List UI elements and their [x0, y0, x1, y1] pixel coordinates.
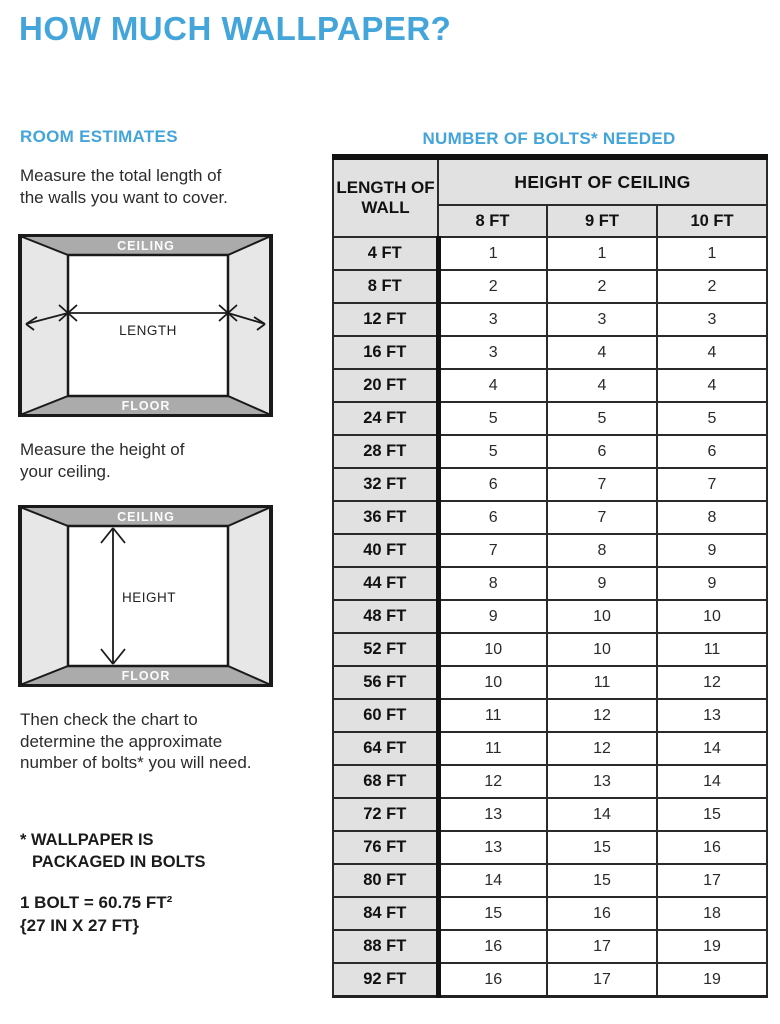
table-row	[333, 798, 767, 831]
bolt-count-9ft-cell: 4	[547, 336, 657, 369]
bolt-count-10ft-cell: 17	[657, 864, 767, 897]
bolt-count-10ft-cell: 6	[657, 435, 767, 468]
bolts-table-body	[333, 237, 767, 997]
bolt-spec	[20, 891, 172, 937]
bolt-count-10ft-cell: 13	[657, 699, 767, 732]
bolt-count-8ft-cell: 12	[438, 765, 547, 798]
room-height-diagram	[18, 505, 273, 687]
bolt-count-9ft-cell: 17	[547, 963, 657, 997]
wallpaper-footnote-line: * WALLPAPER IS	[20, 831, 154, 849]
wall-length-cell: 16 FT	[333, 336, 438, 369]
bolt-count-9ft-cell: 15	[547, 831, 657, 864]
height-label: HEIGHT	[121, 590, 177, 605]
bolt-count-8ft-cell: 6	[438, 501, 547, 534]
bolt-count-9ft-cell: 9	[547, 567, 657, 600]
bolt-count-8ft-cell: 10	[438, 633, 547, 666]
ceiling-label: CEILING	[117, 510, 175, 524]
bolts-needed-heading: NUMBER OF BOLTS* NEEDED	[422, 129, 676, 148]
bolt-count-10ft-cell: 15	[657, 798, 767, 831]
bolt-count-9ft-cell: 11	[547, 666, 657, 699]
bolt-count-8ft-cell: 13	[438, 798, 547, 831]
bolt-spec-line: 1 BOLT = 60.75 FT²	[20, 893, 173, 912]
bolt-count-10ft-cell: 19	[657, 963, 767, 997]
bolt-count-9ft-cell: 7	[547, 468, 657, 501]
wall-length-cell: 8 FT	[333, 270, 438, 303]
table-row	[333, 336, 767, 369]
wall-length-cell: 28 FT	[333, 435, 438, 468]
bolt-count-10ft-cell: 3	[657, 303, 767, 336]
bolt-count-10ft-cell: 10	[657, 600, 767, 633]
bolt-count-8ft-cell: 16	[438, 963, 547, 997]
table-row	[333, 765, 767, 798]
wall-length-cell: 88 FT	[333, 930, 438, 963]
instruction-height-line: your ceiling.	[20, 461, 111, 481]
bolt-count-10ft-cell: 12	[657, 666, 767, 699]
wall-length-cell: 48 FT	[333, 600, 438, 633]
wall-length-cell: 12 FT	[333, 303, 438, 336]
table-row	[333, 237, 767, 270]
bolt-count-8ft-cell: 6	[438, 468, 547, 501]
wall-length-cell: 52 FT	[333, 633, 438, 666]
table-row	[333, 930, 767, 963]
bolt-count-8ft-cell: 8	[438, 567, 547, 600]
wall-length-cell: 76 FT	[333, 831, 438, 864]
wall-length-cell: 40 FT	[333, 534, 438, 567]
bolt-count-8ft-cell: 2	[438, 270, 547, 303]
room-length-diagram	[18, 234, 273, 417]
bolt-count-10ft-cell: 11	[657, 633, 767, 666]
bolt-count-10ft-cell: 9	[657, 567, 767, 600]
table-row	[333, 963, 767, 997]
bolts-table-head	[333, 157, 767, 237]
bolts-table	[332, 154, 768, 998]
table-row	[333, 864, 767, 897]
wall-length-cell: 32 FT	[333, 468, 438, 501]
wall-length-cell: 68 FT	[333, 765, 438, 798]
wall-length-cell: 20 FT	[333, 369, 438, 402]
bolt-count-9ft-cell: 17	[547, 930, 657, 963]
table-row	[333, 699, 767, 732]
bolt-count-10ft-cell: 4	[657, 369, 767, 402]
bolt-count-9ft-cell: 15	[547, 864, 657, 897]
table-row	[333, 633, 767, 666]
instruction-height	[20, 439, 184, 482]
bolt-count-10ft-cell: 2	[657, 270, 767, 303]
bolt-count-9ft-cell: 4	[547, 369, 657, 402]
table-row	[333, 534, 767, 567]
wall-length-cell: 44 FT	[333, 567, 438, 600]
bolt-count-9ft-cell: 12	[547, 699, 657, 732]
wall-length-cell: 80 FT	[333, 864, 438, 897]
table-row	[333, 369, 767, 402]
floor-label: FLOOR	[121, 399, 171, 413]
table-row	[333, 270, 767, 303]
bolt-count-9ft-cell: 13	[547, 765, 657, 798]
bolt-count-8ft-cell: 11	[438, 699, 547, 732]
bolt-count-10ft-cell: 8	[657, 501, 767, 534]
instruction-length-line: Measure the total length of	[20, 166, 222, 185]
wall-length-cell: 24 FT	[333, 402, 438, 435]
col-header-9ft: 9 FT	[547, 205, 657, 237]
bolt-count-8ft-cell: 10	[438, 666, 547, 699]
height-of-ceiling-header: HEIGHT OF CEILING	[438, 157, 767, 205]
bolt-count-8ft-cell: 5	[438, 402, 547, 435]
bolt-count-9ft-cell: 5	[547, 402, 657, 435]
bolt-count-9ft-cell: 12	[547, 732, 657, 765]
table-row	[333, 303, 767, 336]
bolt-count-10ft-cell: 7	[657, 468, 767, 501]
bolt-count-8ft-cell: 11	[438, 732, 547, 765]
bolt-count-8ft-cell: 3	[438, 303, 547, 336]
ceiling-label: CEILING	[117, 239, 175, 253]
bolt-count-9ft-cell: 6	[547, 435, 657, 468]
room-estimates-heading: ROOM ESTIMATES	[20, 127, 178, 146]
table-row	[333, 600, 767, 633]
table-row	[333, 435, 767, 468]
col-header-8ft: 8 FT	[438, 205, 547, 237]
instruction-chart-line: Then check the chart to	[20, 710, 198, 729]
bolt-count-9ft-cell: 14	[547, 798, 657, 831]
bolt-count-9ft-cell: 3	[547, 303, 657, 336]
table-header-row	[333, 157, 767, 205]
bolt-count-10ft-cell: 9	[657, 534, 767, 567]
bolt-count-10ft-cell: 14	[657, 732, 767, 765]
wallpaper-footnote-line: PACKAGED IN BOLTS	[32, 853, 206, 871]
bolt-spec-line: {27 IN X 27 FT}	[20, 916, 140, 935]
bolt-count-9ft-cell: 7	[547, 501, 657, 534]
wall-length-cell: 92 FT	[333, 963, 438, 997]
wall-length-cell: 36 FT	[333, 501, 438, 534]
bolt-count-10ft-cell: 16	[657, 831, 767, 864]
bolt-count-8ft-cell: 16	[438, 930, 547, 963]
instruction-length-line: the walls you want to cover.	[20, 187, 228, 207]
table-row	[333, 567, 767, 600]
table-row	[333, 501, 767, 534]
bolt-count-8ft-cell: 9	[438, 600, 547, 633]
wall-length-cell: 4 FT	[333, 237, 438, 270]
wall-length-cell: 84 FT	[333, 897, 438, 930]
instruction-chart-line: number of bolts* you will need.	[20, 753, 252, 772]
bolt-count-9ft-cell: 8	[547, 534, 657, 567]
bolt-count-8ft-cell: 1	[438, 237, 547, 270]
table-row	[333, 732, 767, 765]
bolt-count-9ft-cell: 2	[547, 270, 657, 303]
bolt-count-9ft-cell: 1	[547, 237, 657, 270]
bolt-count-9ft-cell: 10	[547, 633, 657, 666]
wall-length-cell: 64 FT	[333, 732, 438, 765]
length-label: LENGTH	[119, 323, 177, 338]
bolt-count-9ft-cell: 10	[547, 600, 657, 633]
bolt-count-8ft-cell: 3	[438, 336, 547, 369]
bolt-count-8ft-cell: 7	[438, 534, 547, 567]
table-row	[333, 468, 767, 501]
instruction-chart-line: determine the approximate	[20, 731, 223, 751]
length-of-wall-header: LENGTH OF WALL	[333, 157, 438, 237]
bolt-count-8ft-cell: 13	[438, 831, 547, 864]
bolt-count-8ft-cell: 4	[438, 369, 547, 402]
wallpaper-footnote	[20, 829, 206, 873]
floor-label: FLOOR	[121, 669, 171, 683]
table-row	[333, 831, 767, 864]
bolt-count-8ft-cell: 5	[438, 435, 547, 468]
instruction-length	[20, 165, 228, 208]
wall-length-cell: 60 FT	[333, 699, 438, 732]
bolt-count-10ft-cell: 14	[657, 765, 767, 798]
bolt-count-10ft-cell: 1	[657, 237, 767, 270]
bolt-count-8ft-cell: 15	[438, 897, 547, 930]
wall-length-cell: 72 FT	[333, 798, 438, 831]
col-header-10ft: 10 FT	[657, 205, 767, 237]
bolt-count-9ft-cell: 16	[547, 897, 657, 930]
bolt-count-10ft-cell: 19	[657, 930, 767, 963]
bolt-count-10ft-cell: 18	[657, 897, 767, 930]
bolt-count-8ft-cell: 14	[438, 864, 547, 897]
bolt-count-10ft-cell: 4	[657, 336, 767, 369]
table-row	[333, 897, 767, 930]
wall-length-cell: 56 FT	[333, 666, 438, 699]
instruction-height-line: Measure the height of	[20, 440, 185, 459]
instruction-chart	[20, 709, 252, 774]
table-row	[333, 666, 767, 699]
table-row	[333, 402, 767, 435]
page-title: HOW MUCH WALLPAPER?	[19, 10, 452, 47]
bolt-count-10ft-cell: 5	[657, 402, 767, 435]
